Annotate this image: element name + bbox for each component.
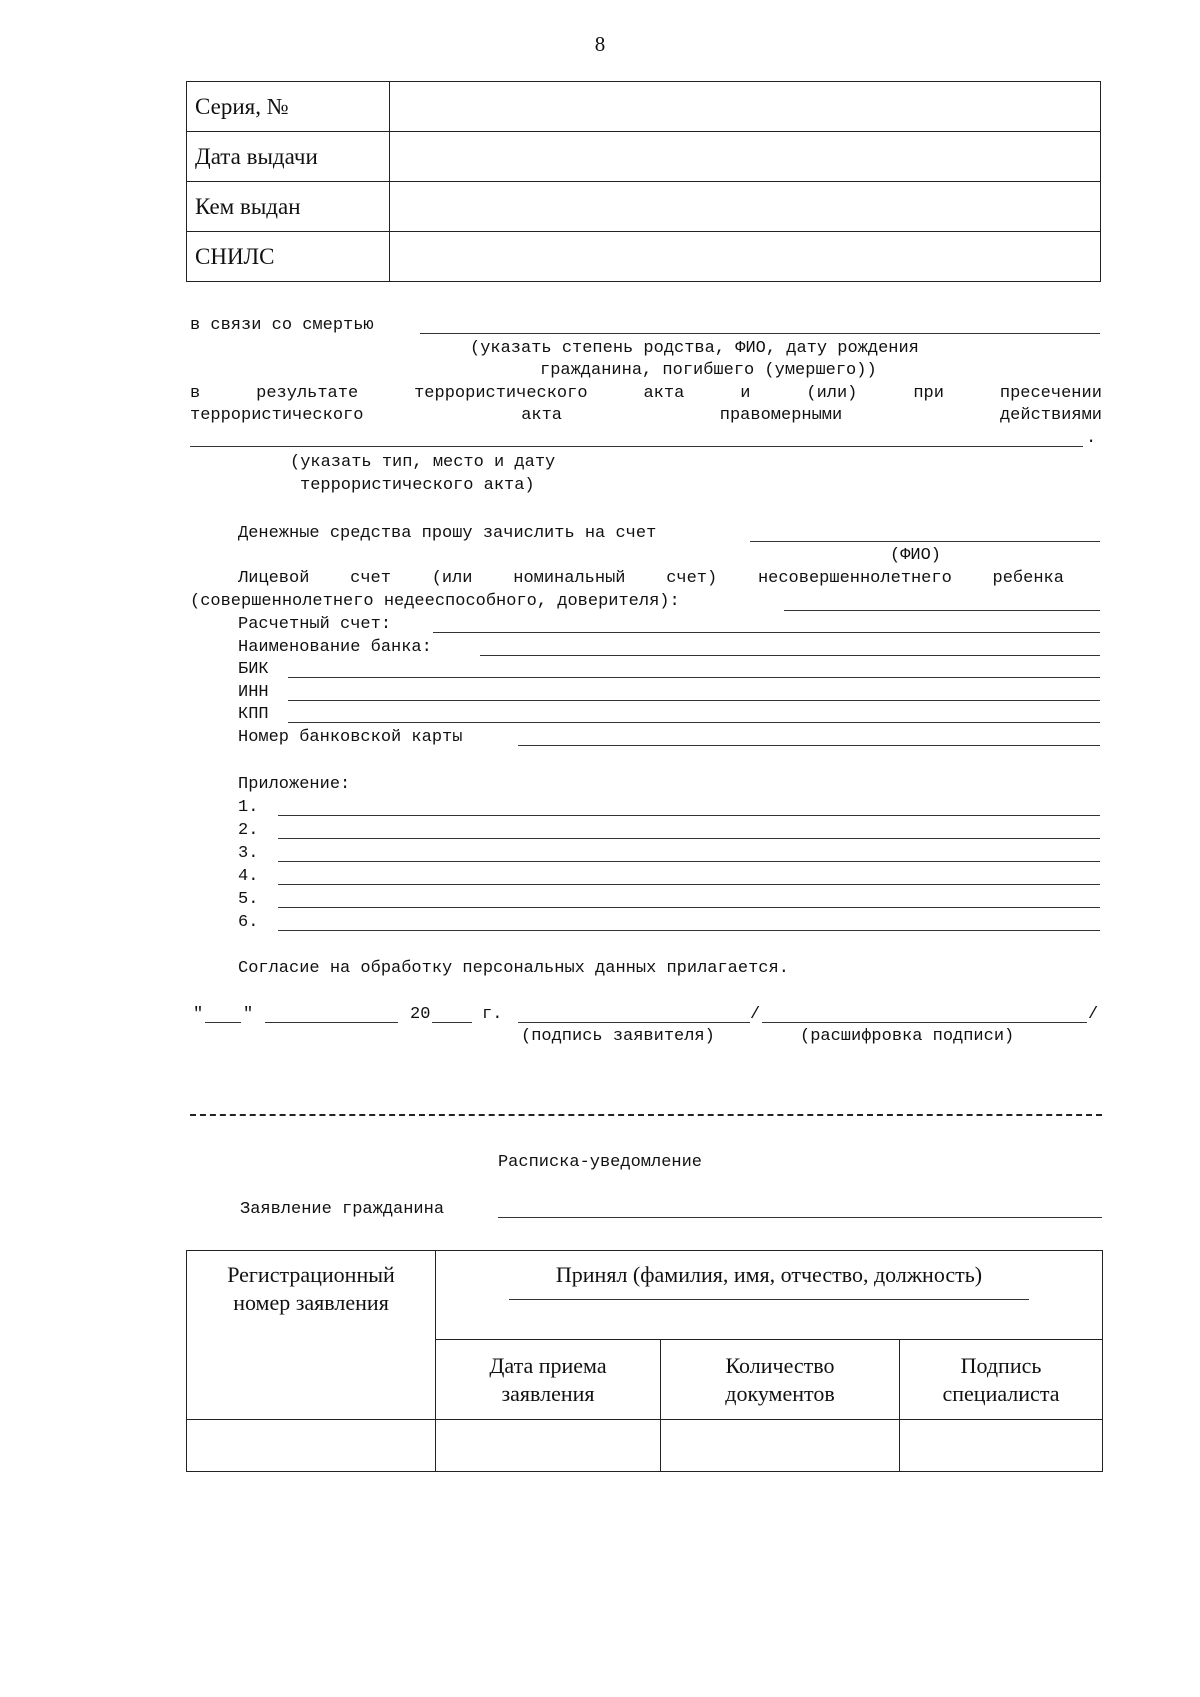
table-row: [187, 182, 1101, 232]
death-input-line[interactable]: [420, 333, 1100, 334]
word: пресечении: [999, 384, 1102, 403]
terror-line-1: [190, 383, 1102, 404]
attachment-number: 4.: [238, 867, 259, 886]
word: в: [190, 384, 201, 403]
series-number-label: Серия, №: [187, 82, 390, 132]
word: акта: [521, 406, 563, 425]
attachment-input[interactable]: [278, 884, 1100, 885]
word: (или): [806, 384, 858, 403]
table-row: [187, 232, 1101, 282]
series-number-value[interactable]: [390, 82, 1101, 132]
terror-input-line[interactable]: [190, 446, 1083, 447]
sign-cell[interactable]: [900, 1420, 1103, 1472]
signature-hint: (подпись заявителя): [521, 1027, 715, 1046]
kpp-input[interactable]: [288, 722, 1100, 723]
attachment-input[interactable]: [278, 907, 1100, 908]
accepted-by-header: [436, 1251, 1103, 1340]
death-hint-2: гражданина, погибшего (умершего)): [540, 361, 877, 380]
quote-open: ": [193, 1005, 204, 1024]
issue-date-label: Дата выдачи: [187, 132, 390, 182]
attachment-number: 2.: [238, 821, 259, 840]
settlement-account-label: Расчетный счет:: [238, 615, 392, 634]
account-line-1: [238, 568, 1064, 589]
word: (или: [431, 569, 473, 588]
word: Лицевой: [238, 569, 310, 588]
word: действиями: [999, 406, 1102, 425]
statement-input[interactable]: [498, 1217, 1102, 1218]
card-number-input[interactable]: [518, 745, 1100, 746]
table-row: [187, 1420, 1103, 1472]
attachment-input[interactable]: [278, 861, 1100, 862]
kpp-label: КПП: [238, 705, 269, 724]
snils-value[interactable]: [390, 232, 1101, 282]
reg-number-label: Регистрационный номер заявления: [227, 1262, 395, 1315]
death-prefix: в связи со смертью: [190, 316, 374, 335]
terror-line-2: [190, 405, 1102, 426]
terror-end-dot: .: [1086, 429, 1097, 448]
count-cell[interactable]: [661, 1420, 900, 1472]
bank-name-input[interactable]: [480, 655, 1100, 656]
account-input-line[interactable]: [784, 610, 1100, 611]
attachment-input[interactable]: [278, 815, 1100, 816]
year-prefix: 20: [410, 1005, 431, 1024]
day-input[interactable]: [205, 1022, 241, 1023]
table-row: [187, 82, 1101, 132]
word: акта: [643, 384, 685, 403]
quote-close: ": [243, 1005, 254, 1024]
bik-label: БИК: [238, 660, 269, 679]
fio-hint: (ФИО): [890, 546, 942, 565]
year-suffix: г.: [482, 1005, 503, 1024]
bik-input[interactable]: [288, 677, 1100, 678]
snils-label: СНИЛС: [187, 232, 390, 282]
consent-text: Согласие на обработку персональных данных прилагается.: [238, 959, 789, 978]
date-cell[interactable]: [436, 1420, 661, 1472]
sign-column-header: [900, 1340, 1103, 1420]
word: при: [913, 384, 944, 403]
inn-label: ИНН: [238, 683, 269, 702]
year-input[interactable]: [432, 1022, 472, 1023]
count-column-label: Количество документов: [725, 1352, 835, 1406]
attachment-number: 5.: [238, 890, 259, 909]
sign-column-label: Подпись специалиста: [942, 1352, 1060, 1406]
signature-input[interactable]: [518, 1022, 750, 1023]
accepted-by-line[interactable]: [509, 1299, 1029, 1300]
word: террористического: [414, 384, 588, 403]
issued-by-value[interactable]: [390, 182, 1101, 232]
card-number-label: Номер банковской карты: [238, 728, 463, 747]
word: ребенка: [992, 569, 1064, 588]
receipt-table: [186, 1250, 1103, 1472]
word: результате: [256, 384, 359, 403]
word: номинальный: [513, 569, 626, 588]
word: счет): [666, 569, 718, 588]
payee-input-line[interactable]: [750, 541, 1100, 542]
signature-decode-input[interactable]: [762, 1022, 1087, 1023]
count-column-header: [661, 1340, 900, 1420]
word: счет: [350, 569, 391, 588]
settlement-account-input[interactable]: [433, 632, 1100, 633]
attachment-title: Приложение:: [238, 775, 351, 794]
attachment-input[interactable]: [278, 838, 1100, 839]
bank-name-label: Наименование банка:: [238, 638, 432, 657]
slash-1: /: [750, 1005, 761, 1024]
issue-date-value[interactable]: [390, 132, 1101, 182]
table-row: [187, 132, 1101, 182]
slash-2: /: [1088, 1005, 1099, 1024]
cut-line: [190, 1114, 1102, 1116]
account-line-2: (совершеннолетнего недееспособного, доверителя):: [190, 592, 680, 611]
issued-by-label: Кем выдан: [187, 182, 390, 232]
terror-hint-2: террористического акта): [300, 476, 535, 495]
death-hint-1: (указать степень родства, ФИО, дату рождения: [470, 339, 919, 358]
receipt-title: Расписка-уведомление: [497, 1153, 703, 1172]
month-input[interactable]: [265, 1022, 398, 1023]
word: правомерными: [719, 406, 843, 425]
payment-prefix: Денежные средства прошу зачислить на счет: [238, 524, 657, 543]
attachment-number: 3.: [238, 844, 259, 863]
attachment-input[interactable]: [278, 930, 1100, 931]
page-number: 8: [594, 32, 606, 56]
table-row: [187, 1251, 1103, 1340]
terror-hint-1: (указать тип, место и дату: [290, 453, 556, 472]
signature-decode-hint: (расшифровка подписи): [800, 1027, 1015, 1046]
word: несовершеннолетнего: [757, 569, 952, 588]
reg-number-header: [187, 1251, 436, 1420]
date-column-label: Дата приема заявления: [489, 1352, 607, 1406]
attachment-number: 1.: [238, 798, 259, 817]
date-column-header: [436, 1340, 661, 1420]
attachment-number: 6.: [238, 913, 259, 932]
document-table: [186, 81, 1101, 282]
word: террористического: [190, 406, 364, 425]
word: и: [740, 384, 751, 403]
accepted-by-label: Принял (фамилия, имя, отчество, должность): [555, 1262, 983, 1287]
reg-number-cell[interactable]: [187, 1420, 436, 1472]
inn-input[interactable]: [288, 700, 1100, 701]
statement-prefix: Заявление гражданина: [240, 1200, 445, 1219]
